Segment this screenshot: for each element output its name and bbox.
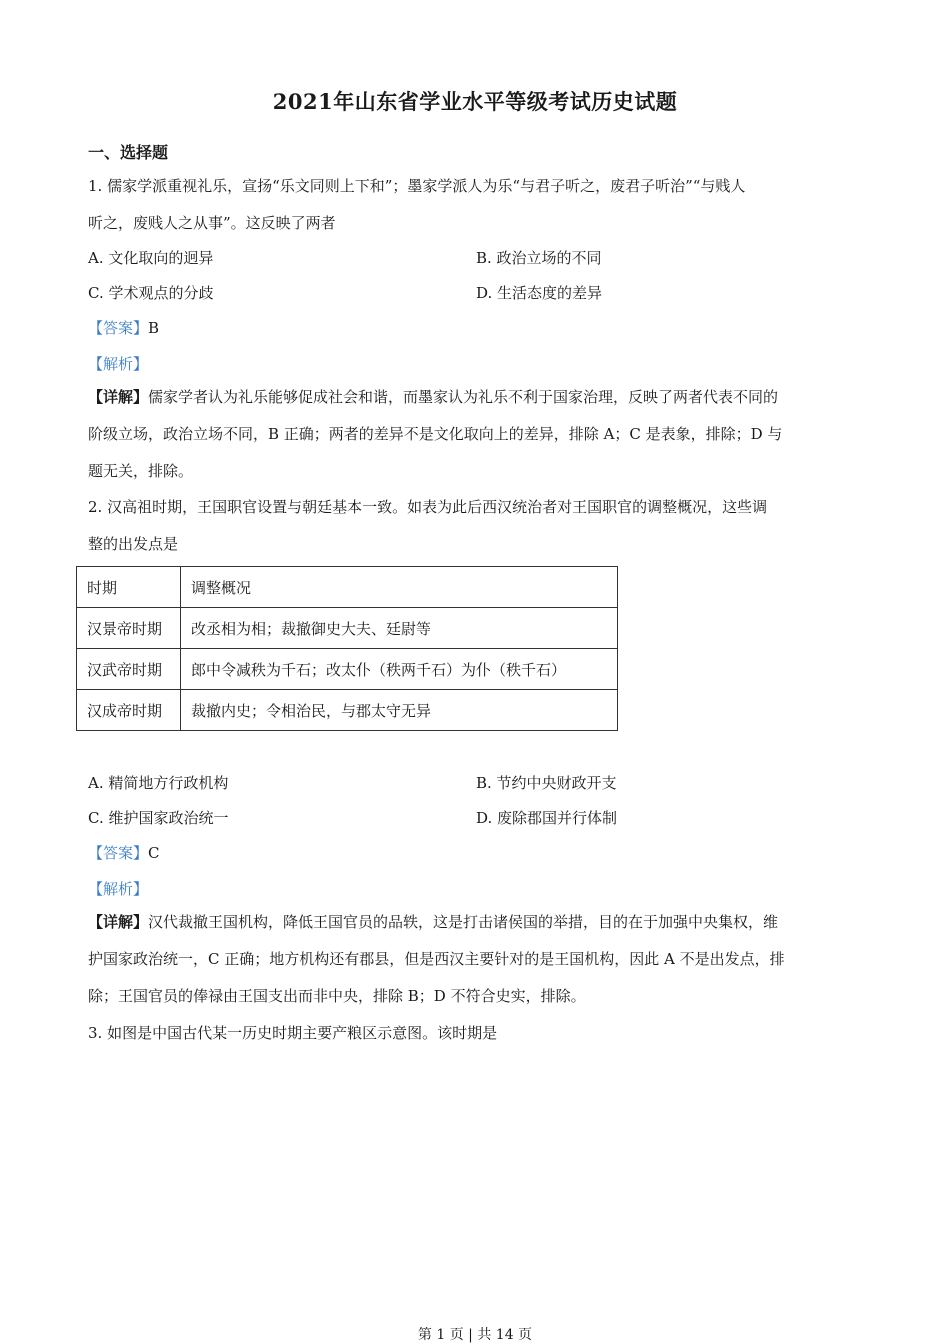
q1-detail-line-2: 阶级立场，政治立场不同，B 正确；两者的差异不是文化取向上的差异，排除 A；C 是表象，排除；D 与 bbox=[88, 425, 783, 443]
q2-option-c: C. 维护国家政治统一 bbox=[88, 809, 229, 827]
question-1-line-2: 听之，废贱人之从事”。这反映了两者 bbox=[88, 214, 336, 232]
table-header-cell: 时期 bbox=[77, 567, 181, 608]
q1-option-c: C. 学术观点的分歧 bbox=[88, 284, 214, 302]
page-footer: 第 1 页 | 共 14 页 bbox=[417, 1327, 533, 1343]
question-2-stem bbox=[88, 489, 868, 563]
q1-option-b: B. 政治立场的不同 bbox=[476, 249, 602, 267]
table-row bbox=[77, 649, 618, 690]
question-2-line-2: 整的出发点是 bbox=[88, 535, 179, 553]
table-cell: 汉成帝时期 bbox=[77, 690, 181, 731]
q2-option-a: A. 精简地方行政机构 bbox=[88, 774, 229, 792]
question-1-stem bbox=[88, 168, 868, 242]
table-cell: 裁撤内史；令相治民，与郡太守无异 bbox=[181, 690, 618, 731]
table-row bbox=[77, 608, 618, 649]
answer-tag: 【答案】 bbox=[88, 319, 149, 337]
table-cell: 改丞相为相；裁撤御史大夫、廷尉等 bbox=[181, 608, 618, 649]
q1-detail-line-3: 题无关，排除。 bbox=[88, 462, 194, 480]
q1-option-a: A. 文化取向的迥异 bbox=[88, 249, 214, 267]
q1-detail bbox=[88, 379, 868, 490]
question-1-line-1: 1. 儒家学派重视礼乐，宣扬“乐文同则上下和”；墨家学派人为乐“与君子听之，废君子听治”“与贱人 bbox=[88, 177, 746, 195]
answer-tag: 【答案】 bbox=[88, 844, 149, 862]
q2-detail-line-2: 护国家政治统一，C 正确；地方机构还有郡县，但是西汉主要针对的是王国机构，因此 A 不是出发点，排 bbox=[88, 950, 785, 968]
q1-answer bbox=[88, 317, 159, 339]
table-row bbox=[77, 690, 618, 731]
detail-tag: 【详解】 bbox=[88, 388, 149, 406]
q1-option-d: D. 生活态度的差异 bbox=[476, 284, 603, 302]
q2-answer bbox=[88, 842, 160, 864]
table-cell: 汉武帝时期 bbox=[77, 649, 181, 690]
section-heading: 一、选择题 bbox=[88, 143, 169, 162]
q2-analysis-tag: 【解析】 bbox=[88, 880, 149, 898]
q2-option-d: D. 废除郡国并行体制 bbox=[476, 809, 618, 827]
table-cell: 郎中令减秩为千石；改太仆（秩两千石）为仆（秩千石） bbox=[181, 649, 618, 690]
answer-value: B bbox=[148, 319, 160, 337]
q1-analysis-tag: 【解析】 bbox=[88, 355, 149, 373]
q2-detail-line-1: 汉代裁撤王国机构，降低王国官员的品轶，这是打击诸侯国的举措，目的在于加强中央集权，维 bbox=[148, 913, 779, 931]
q2-detail-line-3: 除；王国官员的俸禄由王国支出而非中央，排除 B；D 不符合史实，排除。 bbox=[88, 987, 586, 1005]
page-title: 2021年山东省学业水平等级考试历史试题 bbox=[272, 89, 678, 114]
detail-tag: 【详解】 bbox=[88, 913, 149, 931]
q1-detail-line-1: 儒家学者认为礼乐能够促成社会和谐，而墨家认为礼乐不利于国家治理，反映了两者代表不同的 bbox=[148, 388, 779, 406]
answer-value: C bbox=[148, 844, 160, 862]
q2-detail bbox=[88, 904, 868, 1015]
office-adjustment-table bbox=[76, 566, 618, 731]
question-2-line-1: 2. 汉高祖时期，王国职官设置与朝廷基本一致。如表为此后西汉统治者对王国职官的调整概况，这些调 bbox=[88, 498, 768, 516]
question-3-stem: 3. 如图是中国古代某一历史时期主要产粮区示意图。该时期是 bbox=[88, 1024, 498, 1042]
table-cell: 汉景帝时期 bbox=[77, 608, 181, 649]
table-header-row bbox=[77, 567, 618, 608]
table-header-cell: 调整概况 bbox=[181, 567, 618, 608]
q2-option-b: B. 节约中央财政开支 bbox=[476, 774, 617, 792]
